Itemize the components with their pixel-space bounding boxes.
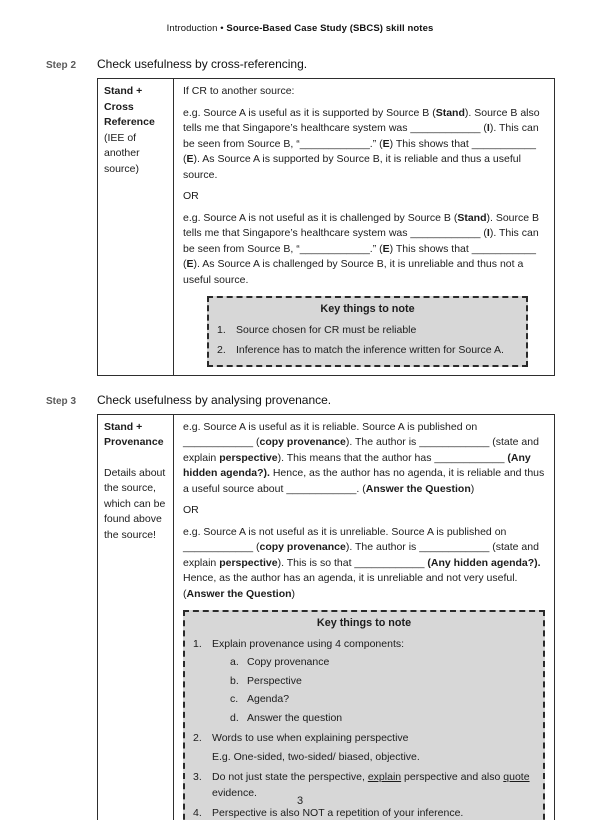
sub-item (230, 674, 535, 690)
key-item-text (212, 637, 535, 727)
key-item-example-line: E.g. One-sided, two-sided/ biased, objective. (212, 750, 420, 763)
key-item-text: Perspective is also NOT a repetition of your inference. (212, 807, 464, 819)
step2-intro-line: If CR to another source: (183, 85, 295, 97)
header-bullet-separator: • (220, 23, 227, 34)
step2-stand-subtitle: (IEE of another source) (104, 131, 140, 175)
key-item-text: Source chosen for CR must be reliable (236, 323, 417, 336)
step3-paragraph-useful: e.g. Source A is useful as it is reliable. Source A is published on ____________ (copy provenance). The author is ____________ (state and explain perspective). This means that the author has ____________ (Any hidden agenda?). Hence, as the author has no agenda, it is reliable and thus a useful source about ____________. (Answer the Question) (183, 420, 545, 495)
step2-stand-cell (98, 79, 174, 375)
key-item-number: 4. (193, 807, 202, 819)
key-item (217, 343, 518, 359)
step2-key-things-title: Key things to note (320, 303, 415, 315)
sub-item (230, 692, 535, 708)
header-section: Introduction (166, 23, 221, 34)
sub-item-letter: a. (230, 656, 239, 668)
key-item-number: 1. (193, 637, 202, 650)
key-item-main-text: Words to use when explaining perspective (212, 732, 409, 744)
key-item-number: 1. (217, 323, 226, 336)
step3-label: Step 3 (46, 395, 77, 407)
step2-notes-table (97, 78, 555, 376)
step3-content-cell (174, 415, 554, 820)
step2-stand-title: Stand + Cross Reference (104, 85, 155, 128)
step3-stand-title: Stand + Provenance (104, 420, 164, 448)
sub-item (230, 711, 535, 727)
step2-heading: Check usefulness by cross-referencing. (97, 57, 308, 71)
sub-item (230, 655, 535, 671)
key-item-number: 2. (193, 732, 202, 744)
step2-section (0, 57, 600, 376)
key-item-main-text: Explain provenance using 4 components: (212, 637, 405, 650)
step3-key-things-box (183, 610, 545, 820)
step2-paragraph-not-useful: e.g. Source A is not useful as it is challenged by Source B (Stand). Source B tells me that Singapore’s healthcare system was ____________ (I). This can be seen from Source B, “____________.” (E) This shows that ___________ (E). As Source A is challenged by Source B, it is unreliable and thus not a useful source. (183, 211, 540, 286)
step3-notes-table (97, 414, 555, 820)
step3-heading: Check usefulness by analysing provenance. (97, 392, 332, 407)
step2-paragraph-useful: e.g. Source A is useful as it is supported by Source B (Stand). Source B also tells me that Singapore’s healthcare system was ____________ (I). This can be seen from Source B, “____________.” (E) This shows that ___________ (E). As Source A is supported by Source B, it is reliable and thus a useful source. (183, 106, 540, 181)
key-item (193, 806, 535, 820)
key-item-number: 2. (217, 344, 226, 356)
step3-or-divider: OR (183, 504, 199, 516)
step2-key-things-box (207, 296, 528, 367)
step3-stand-subtitle: Details about the source, which can be found above the source! (104, 466, 166, 541)
running-header (0, 0, 600, 34)
page-number: 3 (296, 795, 304, 807)
step3-section (0, 393, 600, 820)
sub-item-letter: c. (230, 693, 239, 705)
step3-heading-row (46, 393, 600, 407)
sub-item-text: Agenda? (247, 693, 290, 705)
step3-key-things-title: Key things to note (316, 617, 412, 629)
sub-item-text: Perspective (247, 674, 302, 687)
key-item (217, 323, 518, 339)
sub-item-letter: d. (230, 711, 239, 724)
sub-item-text: Answer the question (247, 711, 343, 724)
key-item (193, 731, 535, 765)
key-item-number: 3. (193, 771, 202, 783)
step2-or-divider: OR (183, 190, 199, 202)
key-item (193, 637, 535, 727)
step2-label: Step 2 (46, 60, 77, 71)
key-item-text: Do not just state the perspective, explain perspective and also quote evidence. (212, 771, 530, 799)
sub-item-text: Copy provenance (247, 656, 330, 668)
key-item-text: Inference has to match the inference written for Source A. (236, 344, 504, 356)
step2-content-cell (174, 79, 554, 375)
sub-item-letter: b. (230, 674, 239, 687)
step2-heading-row (46, 57, 600, 71)
step3-stand-cell (98, 415, 174, 820)
step3-paragraph-not-useful: e.g. Source A is not useful as it is unreliable. Source A is published on ____________ (copy provenance). The author is ____________ (state and explain perspective). This is so that ____________ (Any hidden agenda?). Hence, as the author has an agenda, it is unreliable and not very useful. (Answer the Question) (183, 525, 541, 600)
key-item-text (212, 731, 535, 765)
header-title: Source-Based Case Study (SBCS) skill notes (226, 23, 434, 34)
